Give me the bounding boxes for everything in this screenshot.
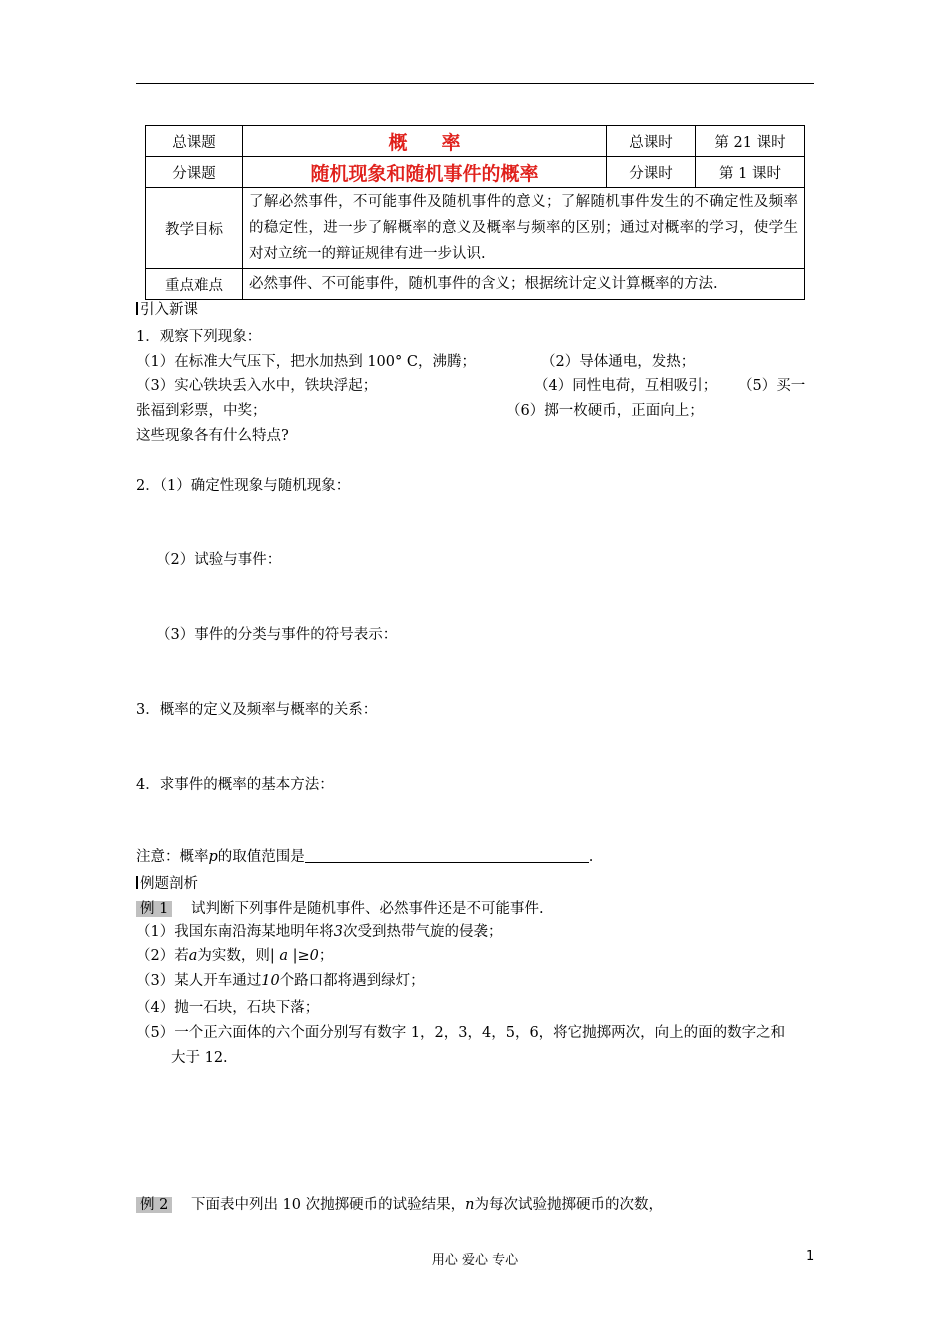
item-2-3: （3）事件的分类与事件的符号表示：: [156, 627, 398, 643]
key-points: 必然事件、不可能事件，随机事件的含义；根据统计定义计算概率的方法.: [243, 269, 805, 300]
cell-hours-label: 分课时: [607, 157, 696, 188]
cell-hours-value: 第 21 课时: [696, 126, 805, 157]
cell-hours-value: 第 1 课时: [696, 157, 805, 188]
example-2: 例 2 下面表中列出 10 次抛掷硬币的试验结果，n为每次试验抛掷硬币的次数，: [136, 1193, 663, 1214]
cell-label: 总课题: [146, 126, 243, 157]
item-4: 4．求事件的概率的基本方法：: [136, 777, 334, 793]
item-1: 1．观察下列现象：: [136, 329, 262, 345]
header-rule: [136, 83, 814, 84]
example-1-item-2: （2）若a为实数，则| a |≥0；: [136, 948, 334, 964]
observation-4: （4）同性电荷，互相吸引；: [534, 378, 718, 394]
item-2: 2．（1）确定性现象与随机现象：: [136, 478, 351, 494]
page-number: 1: [806, 1249, 815, 1264]
answer-blank[interactable]: [305, 850, 589, 863]
table-row: [146, 157, 805, 188]
cell-label: 重点难点: [146, 269, 243, 300]
example-1-item-5: （5）一个正六面体的六个面分别写有数字 1，2，3，4，5，6，将它抛掷两次，向上的面的数字之和: [136, 1025, 786, 1041]
course-title: 概率: [243, 126, 607, 157]
item-3: 3．概率的定义及频率与概率的关系：: [136, 702, 378, 718]
cell-hours-label: 总课时: [607, 126, 696, 157]
example-label: 例 1: [136, 901, 172, 917]
lesson-title: 随机现象和随机事件的概率: [243, 157, 607, 188]
footer: 用心 爱心 专心: [431, 1253, 519, 1268]
table-row: [146, 269, 805, 300]
observation-5: （5）买一: [738, 378, 806, 394]
example-1-item-1: （1）我国东南沿海某地明年将3次受到热带气旋的侵袭；: [136, 924, 503, 940]
example-1: 例 1 试判断下列事件是随机事件、必然事件还是不可能事件.: [136, 897, 544, 918]
observation-3: （3）实心铁块丢入水中，铁块浮起；: [136, 378, 378, 394]
observation-1: （1）在标准大气压下，把水加热到 100° C，沸腾；: [136, 354, 476, 370]
example-1-item-3: （3）某人开车通过10个路口都将遇到绿灯；: [136, 973, 425, 989]
cell-label: 分课题: [146, 157, 243, 188]
section-heading: 引入新课: [136, 298, 198, 319]
example-1-item-5-cont: 大于 12.: [171, 1050, 228, 1066]
question: 这些现象各有什么特点?: [136, 428, 289, 444]
cell-label: 教学目标: [146, 188, 243, 269]
teaching-goals: 了解必然事件，不可能事件及随机事件的意义；了解随机事件发生的不确定性及频率的稳定性，进一步了解概率的意义及概率与频率的区别；通过对概率的学习，使学生对对立统一的辩证规律有进一步认识.: [243, 188, 805, 269]
example-1-item-4: （4）抛一石块，石块下落；: [136, 1000, 320, 1016]
item-2-2: （2）试验与事件：: [156, 552, 282, 568]
note: 注意：概率p的取值范围是 .: [136, 849, 594, 865]
observation-2: （2）导体通电，发热；: [541, 354, 696, 370]
observation-6: （6）掷一枚硬币，正面向上；: [506, 403, 704, 419]
section-heading: 例题剖析: [136, 872, 198, 893]
table-row: [146, 126, 805, 157]
table-row: [146, 188, 805, 269]
example-label: 例 2: [136, 1197, 172, 1213]
observation-5-cont: 张福到彩票，中奖；: [136, 403, 267, 419]
lesson-info-table: [145, 125, 805, 300]
